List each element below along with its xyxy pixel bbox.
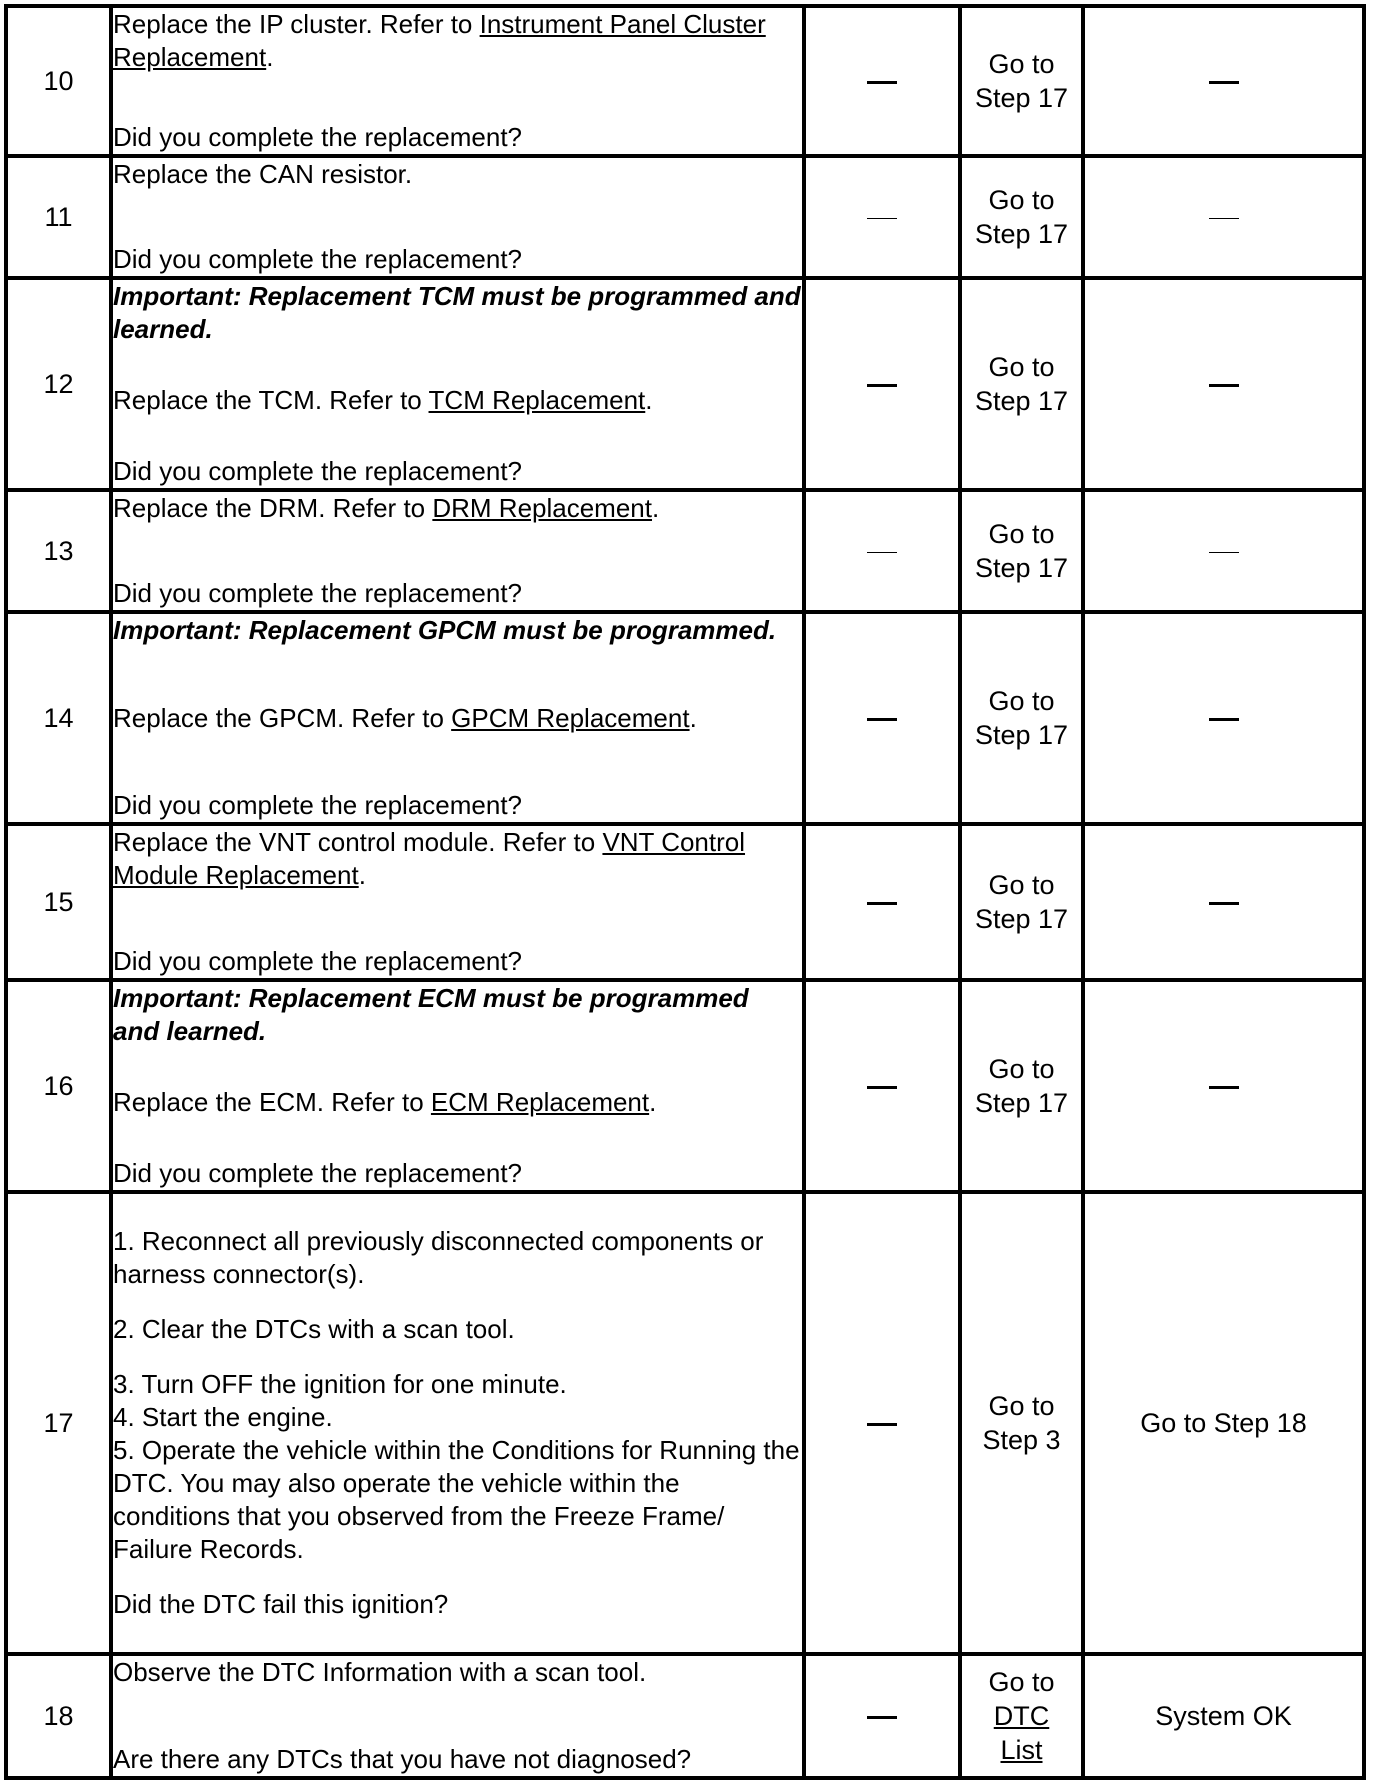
no-cell <box>1083 156 1364 278</box>
table-row <box>6 278 1364 490</box>
table-row <box>6 1192 1364 1654</box>
yes-cell: Go to Step 17 <box>960 980 1083 1192</box>
action-text-end: . <box>649 1087 657 1117</box>
action-text: Replace the VNT control module. Refer to <box>113 827 603 857</box>
action-cell <box>111 490 804 612</box>
value-cell <box>804 1654 960 1778</box>
action-cell <box>111 278 804 490</box>
dtc-list-link[interactable]: DTC List <box>993 1701 1050 1765</box>
reference-link[interactable]: TCM Replacement <box>428 385 646 415</box>
question-text: Did you complete the replacement? <box>113 244 523 274</box>
dash-mark <box>867 384 897 387</box>
action-cell <box>111 980 804 1192</box>
no-cell <box>1083 278 1364 490</box>
step-number: 15 <box>6 824 111 980</box>
action-text-end: . <box>358 860 366 890</box>
value-cell <box>804 612 960 824</box>
yes-cell: Go to Step 17 <box>960 824 1083 980</box>
step-number: 13 <box>6 490 111 612</box>
action-cell <box>111 1192 804 1654</box>
value-cell <box>804 156 960 278</box>
dash-mark <box>867 81 897 84</box>
dash-mark <box>1209 384 1239 387</box>
action-text-end: . <box>689 702 697 733</box>
step-number: 16 <box>6 980 111 1192</box>
no-cell: Go to Step 18 <box>1083 1192 1364 1654</box>
question-text: Did you complete the replacement? <box>113 578 523 608</box>
step-number: 10 <box>6 6 111 156</box>
reference-link[interactable]: ECM Replacement <box>430 1087 650 1117</box>
dash-mark <box>867 1716 897 1719</box>
yes-cell: Go to Step 3 <box>960 1192 1083 1654</box>
no-cell <box>1083 612 1364 824</box>
table-row <box>6 6 1364 156</box>
value-cell <box>804 980 960 1192</box>
dash-mark <box>867 218 897 219</box>
value-cell <box>804 278 960 490</box>
action-cell <box>111 824 804 980</box>
question-text: Did you complete the replacement? <box>113 122 523 152</box>
dash-mark <box>867 718 897 721</box>
procedure-item: 2. Clear the DTCs with a scan tool. <box>113 1314 515 1344</box>
no-cell <box>1083 6 1364 156</box>
action-text: Replace the GPCM. Refer to <box>113 702 452 733</box>
step-number: 12 <box>6 278 111 490</box>
action-cell <box>111 6 804 156</box>
reference-link[interactable]: VNT Control Module Replacement <box>113 827 746 890</box>
table-row <box>6 980 1364 1192</box>
action-cell <box>111 1654 804 1778</box>
step-number: 17 <box>6 1192 111 1654</box>
important-note: Important: Replacement TCM must be programmed and learned. <box>113 281 801 344</box>
yes-cell: Go to Step 17 <box>960 6 1083 156</box>
value-cell <box>804 490 960 612</box>
procedure-item: 5. Operate the vehicle within the Conditions for Running the DTC. You may also operate the vehicle within the conditions that you observed from the Freeze Frame/ Failure Records. <box>113 1435 800 1564</box>
dash-mark <box>1209 1086 1239 1089</box>
dash-mark <box>867 1423 897 1426</box>
action-text: Replace the ECM. Refer to <box>113 1087 431 1117</box>
yes-cell: Go to Step 17 <box>960 156 1083 278</box>
reference-link[interactable]: Instrument Panel Cluster Replacement <box>113 9 766 72</box>
action-text: Replace the TCM. Refer to <box>113 385 429 415</box>
action-text: Observe the DTC Information with a scan tool. <box>113 1657 647 1687</box>
table-row <box>6 1654 1364 1778</box>
no-cell <box>1083 490 1364 612</box>
action-text: Replace the DRM. Refer to <box>113 493 433 523</box>
yes-cell: Go to Step 17 <box>960 278 1083 490</box>
no-cell <box>1083 980 1364 1192</box>
question-text: Did you complete the replacement? <box>113 456 523 486</box>
table-row <box>6 612 1364 824</box>
table-row <box>6 824 1364 980</box>
dash-mark <box>1209 718 1239 721</box>
value-cell <box>804 6 960 156</box>
action-text-end: . <box>652 493 660 523</box>
question-text: Did the DTC fail this ignition? <box>113 1589 449 1619</box>
step-number: 18 <box>6 1654 111 1778</box>
action-text: Replace the IP cluster. Refer to <box>113 9 480 39</box>
dash-mark <box>867 902 897 905</box>
yes-cell: Go to Step 17 <box>960 612 1083 824</box>
dash-mark <box>1209 552 1239 553</box>
important-note: Important: Replacement GPCM must be programmed. <box>113 615 777 645</box>
dash-mark <box>1209 81 1239 84</box>
action-text-end: . <box>266 42 274 72</box>
no-cell: System OK <box>1083 1654 1364 1778</box>
action-text-end: . <box>645 385 653 415</box>
reference-link[interactable]: DRM Replacement <box>432 493 652 523</box>
dash-mark <box>867 552 897 553</box>
procedure-item: 3. Turn OFF the ignition for one minute. <box>113 1369 567 1399</box>
yes-cell: Go to Step 17 <box>960 490 1083 612</box>
dash-mark <box>1209 902 1239 905</box>
action-text: Replace the CAN resistor. <box>113 159 413 189</box>
table-row <box>6 490 1364 612</box>
procedure-item: 4. Start the engine. <box>113 1402 333 1432</box>
question-text: Did you complete the replacement? <box>113 790 523 820</box>
diagnostic-table <box>4 4 1366 1780</box>
no-cell <box>1083 824 1364 980</box>
procedure-item: 1. Reconnect all previously disconnected components or harness connector(s). <box>113 1226 764 1289</box>
yes-text: Go to <box>988 1667 1055 1697</box>
question-text: Did you complete the replacement? <box>113 946 523 976</box>
question-text: Did you complete the replacement? <box>113 1158 523 1188</box>
value-cell <box>804 1192 960 1654</box>
value-cell <box>804 824 960 980</box>
action-cell <box>111 156 804 278</box>
step-number: 14 <box>6 612 111 824</box>
important-note: Important: Replacement ECM must be programmed and learned. <box>113 983 749 1046</box>
step-number: 11 <box>6 156 111 278</box>
yes-cell <box>960 1654 1083 1778</box>
question-text: Are there any DTCs that you have not diagnosed? <box>113 1744 692 1774</box>
dash-mark <box>867 1086 897 1089</box>
reference-link[interactable]: GPCM Replacement <box>451 702 690 733</box>
table-row <box>6 156 1364 278</box>
action-cell <box>111 612 804 824</box>
dash-mark <box>1209 218 1239 219</box>
